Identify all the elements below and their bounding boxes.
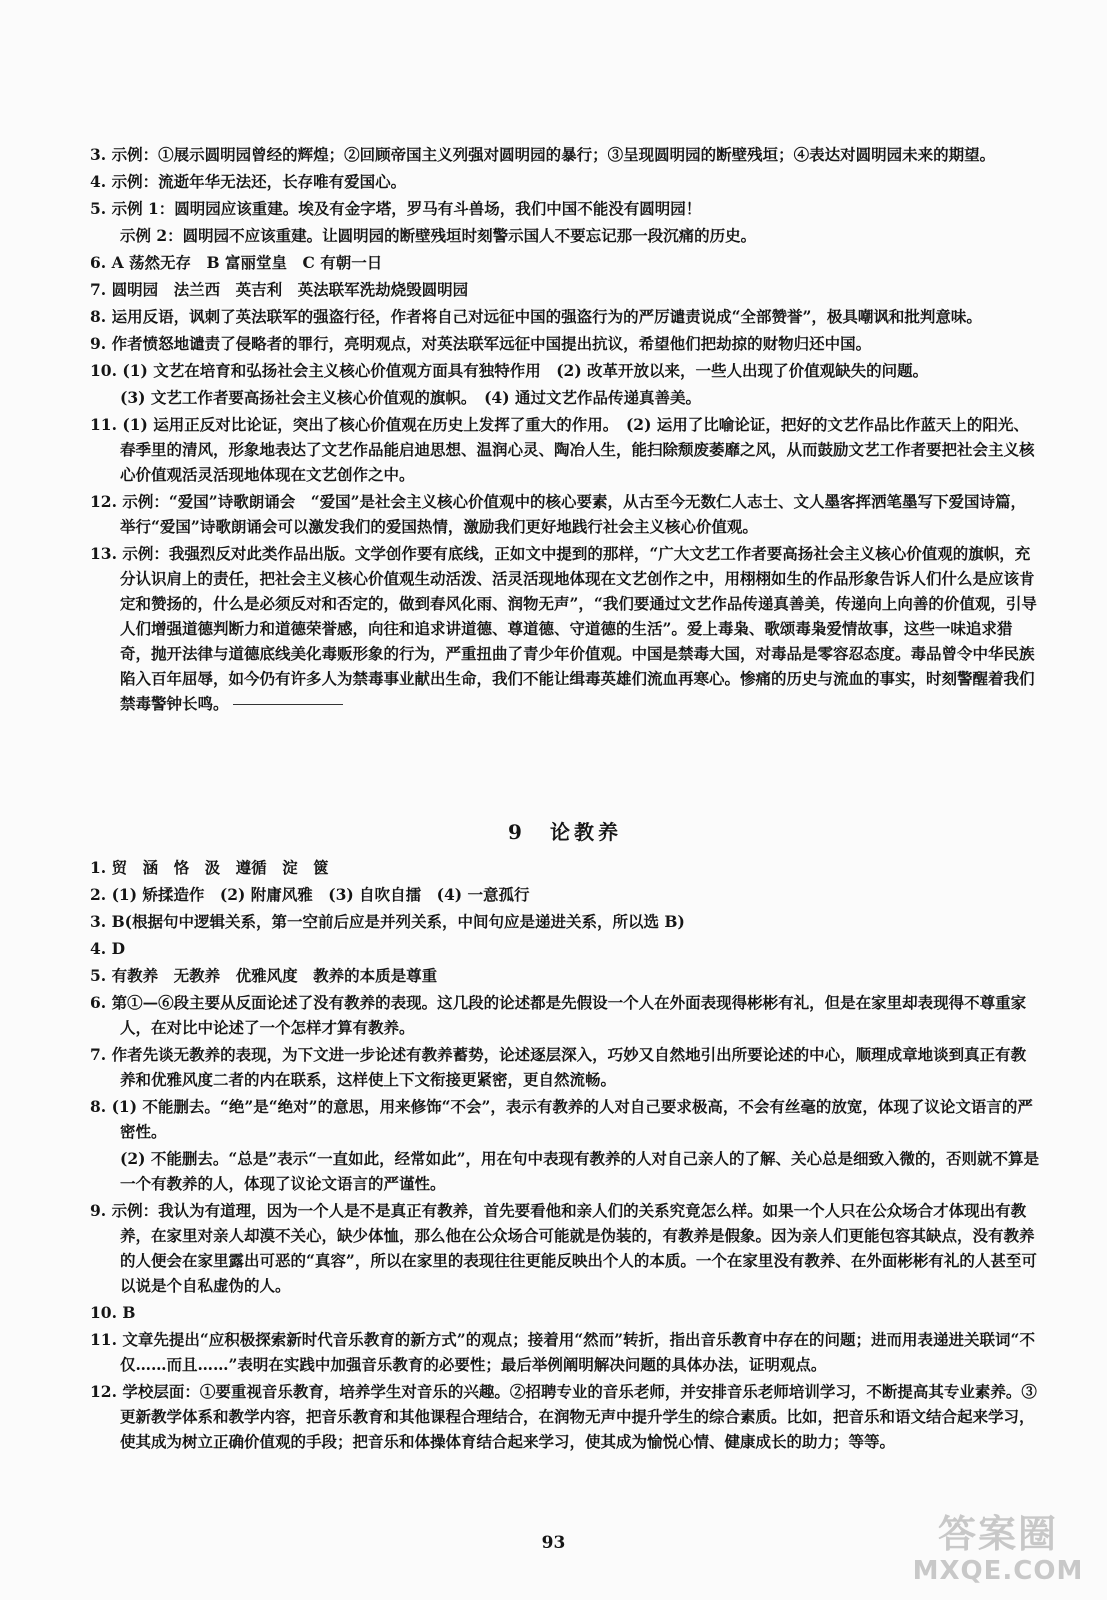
answer-text: 3. B(根据句中逻辑关系，第一空前后应是并列关系，中间句应是递进关系，所以选 B)	[90, 912, 685, 931]
answer-item	[90, 882, 1040, 907]
section-title: 9 论教养	[508, 820, 622, 844]
answer-item	[90, 489, 1040, 539]
page-number: 93	[541, 1533, 566, 1553]
answer-text: 5. 示例 1：圆明园应该重建。埃及有金字塔，罗马有斗兽场，我们中国不能没有圆明园！	[90, 199, 702, 218]
answer-text: 4. 示例：流逝年华无法还，长存唯有爱国心。	[90, 172, 407, 191]
answer-item	[90, 1300, 1040, 1325]
answer-item	[90, 250, 1040, 275]
answer-item	[90, 1042, 1040, 1092]
answer-item	[90, 909, 1040, 934]
answer-item	[90, 412, 1040, 487]
answer-item	[90, 1198, 1040, 1298]
answer-text: 6. 第①—⑥段主要从反面论述了没有教养的表现。这几段的论述都是先假设一个人在外面表现得彬彬有礼，但是在家里却表现得不尊重家人，在对比中论述了一个怎样才算有教养。	[90, 993, 1027, 1037]
watermark-url: MXQE.COM	[912, 1556, 1084, 1586]
answer-text: 12. 示例：“爱国”诗歌朗诵会 “爱国”是社会主义核心价值观中的核心要素，从古至今无数仁人志士、文人墨客挥洒笔墨写下爱国诗篇，举行“爱国”诗歌朗诵会可以激发我们的爱国热情，激励我们更好地践行社会主义核心价值观。	[90, 492, 1027, 536]
answer-text: 12. 学校层面：①要重视音乐教育，培养学生对音乐的兴趣。②招聘专业的音乐老师，并安排音乐老师培训学习，不断提高其专业素养。③更新教学体系和教学内容，把音乐教育和其他课程合理结合，在润物无声中提升学生的综合素质。比如，把音乐和语文结合起来学习，使其成为树立正确价值观的手段；把音乐和体操体育结合起来学习，使其成为愉悦心情、健康成长的助力；等等。	[90, 1382, 1037, 1451]
answer-text: 4. D	[90, 939, 126, 958]
answer-item	[90, 541, 1040, 716]
watermark-logo-text: 答案圈	[937, 1512, 1058, 1556]
answer-text: 10. B	[90, 1303, 136, 1322]
answer-text: 8. 运用反语，讽刺了英法联军的强盗行径，作者将自己对远征中国的强盗行为的严厉谴责说成“全部赞誉”，极具嘲讽和批判意味。	[90, 307, 982, 326]
lesson-9-answers	[90, 855, 1040, 1454]
answer-item	[90, 196, 1040, 221]
answer-item	[90, 169, 1040, 194]
answer-item	[90, 1327, 1040, 1377]
answer-text: 11. 文章先提出“应积极探索新时代音乐教育的新方式”的观点；接着用“然而”转折，指出音乐教育中存在的问题；进而用表递进关联词“不仅……而且……”表明在实践中加强音乐教育的必要性；最后举例阐明解决问题的具体办法，证明观点。	[90, 1330, 1035, 1374]
answer-item	[90, 331, 1040, 356]
site-watermark	[903, 1512, 1093, 1592]
answer-text: (2) 不能删去。“总是”表示“一直如此，经常如此”，用在句中表现有教养的人对自己亲人的了解、关心总是细致入微的，否则就不算是一个有教养的人，体现了议论文语言的严谨性。	[120, 1149, 1040, 1193]
answer-item	[90, 358, 1040, 383]
lesson-9-block	[90, 792, 1040, 1456]
answer-text: (3) 文艺工作者要高扬社会主义核心价值观的旗帜。 (4) 通过文艺作品传递真善美。	[120, 388, 701, 407]
answer-item	[90, 963, 1040, 988]
answer-subline	[90, 385, 1040, 410]
answer-text: 6. A 荡然无存 B 富丽堂皇 C 有朝一日	[90, 253, 383, 272]
answer-item	[90, 855, 1040, 880]
answer-item	[90, 142, 1040, 167]
answer-text: 示例 2：圆明园不应该重建。让圆明园的断壁残垣时刻警示国人不要忘记那一段沉痛的历史。	[120, 226, 757, 245]
answer-item	[90, 1379, 1040, 1454]
answer-item	[90, 936, 1040, 961]
answer-text: 7. 作者先谈无教养的表现，为下文进一步论述有教养蓄势，论述逐层深入，巧妙又自然地引出所要论述的中心，顺理成章地谈到真正有教养和优雅风度二者的内在联系，这样使上下文衔接更紧密，更自然流畅。	[90, 1045, 1027, 1089]
answer-text: 9. 示例：我认为有道理，因为一个人是不是真正有教养，首先要看他和亲人们的关系究竟怎么样。如果一个人只在公众场合才体现出有教养，在家里对亲人却漠不关心，缺少体恤，那么他在公众场合可能就是伪装的，有教养是假象。因为亲人们更能包容其缺点，没有教养的人便会在家里露出可恶的“真容”，所以在家里的表现往往更能反映出个人的本质。一个在家里没有教养、在外面彬彬有礼的人甚至可以说是个自私虚伪的人。	[90, 1201, 1037, 1295]
answer-text: 2. (1) 矫揉造作 (2) 附庸风雅 (3) 自吹自擂 (4) 一意孤行	[90, 885, 530, 904]
answer-item	[90, 990, 1040, 1040]
answer-text: 11. (1) 运用正反对比论证，突出了核心价值观在历史上发挥了重大的作用。 (2) 运用了比喻论证，把好的文艺作品比作蓝天上的阳光、春季里的清风，形象地表达了文艺作品能启迪思想、温润心灵、陶冶人生，能扫除颓废萎靡之风，从而鼓励文艺工作者要把社会主义核心价值观活灵活现地体现在文艺创作之中。	[90, 415, 1035, 484]
answer-text: 10. (1) 文艺在培育和弘扬社会主义核心价值观方面具有独特作用 (2) 改革开放以来，一些人出现了价值观缺失的问题。	[90, 361, 929, 380]
answer-text: 5. 有教养 无教养 优雅风度 教养的本质是尊重	[90, 966, 438, 985]
answer-text: 3. 示例：①展示圆明园曾经的辉煌；②回顾帝国主义列强对圆明园的暴行；③呈现圆明园的断壁残垣；④表达对圆明园未来的期望。	[90, 145, 996, 164]
answer-subline	[90, 1146, 1040, 1196]
answer-text: 13. 示例：我强烈反对此类作品出版。文学创作要有底线，正如文中提到的那样，“广大文艺工作者要高扬社会主义核心价值观的旗帜，充分认识肩上的责任，把社会主义核心价值观生动活泼、活灵活现地体现在文艺创作之中，用栩栩如生的作品形象告诉人们什么是应该肯定和赞扬的，什么是必须反对和否定的，做到春风化雨、润物无声”，“我们要通过文艺作品传递真善美，传递向上向善的价值观，引导人们增强道德判断力和道德荣誉感，向往和追求讲道德、尊道德、守道德的生活”。爱上毒枭、歌颂毒枭爱情故事，这些一味追求猎奇，抛开法律与道德底线美化毒贩形象的行为，严重扭曲了青少年价值观。中国是禁毒大国，对毒品是零容忍态度。毒品曾令中华民族陷入百年屈辱，如今仍有许多人为禁毒事业献出生命，我们不能让缉毒英雄们流血再寒心。惨痛的历史与流血的事实，时刻警醒着我们禁毒警钟长鸣。	[90, 544, 1037, 713]
answer-text: 9. 作者愤怒地谴责了侵略者的罪行，亮明观点，对英法联军远征中国提出抗议，希望他们把劫掠的财物归还中国。	[90, 334, 872, 353]
answer-text: 8. (1) 不能删去。“绝”是“绝对”的意思，用来修饰“不会”，表示有教养的人对自己要求极高，不会有丝毫的放宽，体现了议论文语言的严密性。	[90, 1097, 1033, 1141]
answer-subline	[90, 223, 1040, 248]
answer-item	[90, 304, 1040, 329]
answer-text: 1. 贸 涵 恪 汲 遵循 淀 篋	[90, 858, 329, 877]
answer-item	[90, 1094, 1040, 1144]
answer-text: 7. 圆明园 法兰西 英吉利 英法联军洗劫烧毁圆明园	[90, 280, 469, 299]
answer-item	[90, 277, 1040, 302]
underline-rule	[233, 704, 343, 705]
answers-continued-block	[90, 142, 1040, 718]
